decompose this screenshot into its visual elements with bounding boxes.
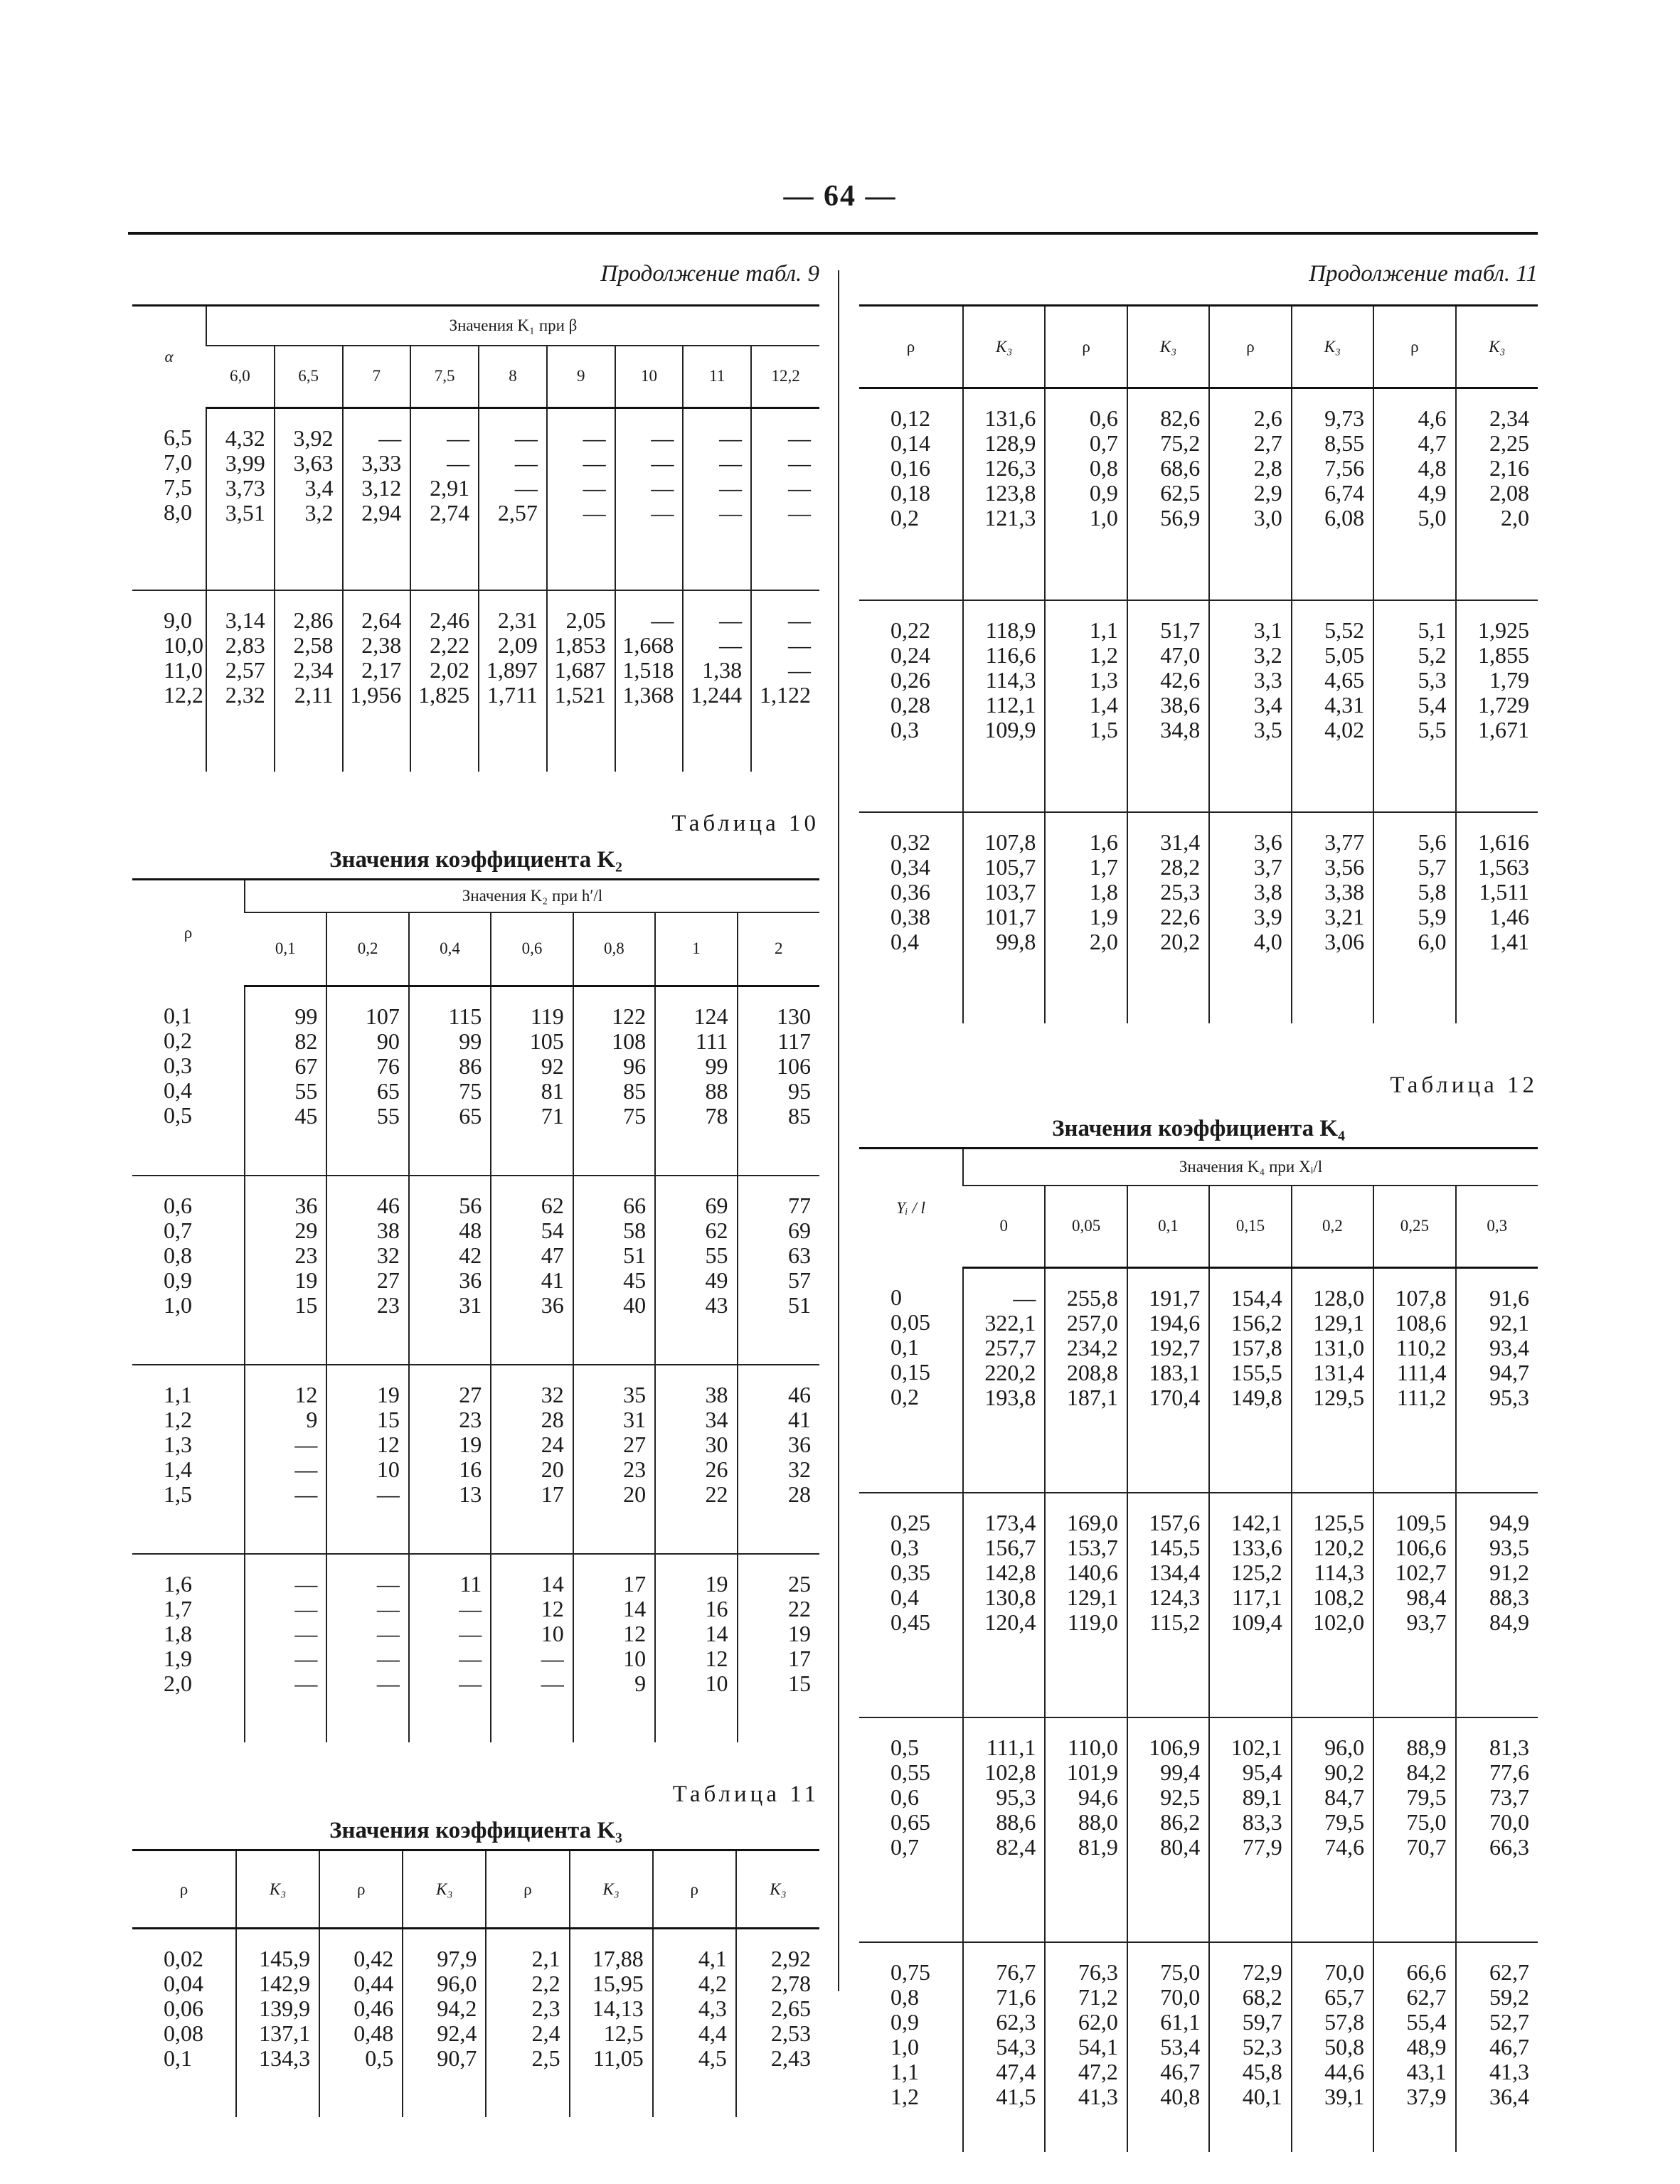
t11b-col-header: K₃ — [963, 306, 1045, 388]
t11b-body — [859, 388, 1538, 1024]
value-cell: 62,7 59,2 52,7 46,7 41,3 36,4 — [1456, 1942, 1538, 2152]
value-cell: 94,9 93,5 91,2 88,3 84,9 — [1456, 1493, 1538, 1717]
t10-body — [132, 986, 819, 1743]
value-cell: 2,92 2,78 2,65 2,53 2,43 — [736, 1929, 819, 2118]
row-label-cell: 0,1 0,2 0,3 0,4 0,5 — [132, 986, 245, 1176]
value-cell: 66,6 62,7 55,4 48,9 43,1 37,9 — [1373, 1942, 1455, 2152]
table-11-continued — [859, 304, 1538, 1023]
t12-title: Значения коэффициента K₄ — [1052, 1116, 1345, 1141]
value-cell: 1,6 1,7 1,8 1,9 2,0 — [1045, 812, 1127, 1023]
row-group — [859, 1942, 1538, 2152]
value-cell: 11 — — — — — [409, 1554, 491, 1742]
value-cell: 31,4 28,2 25,3 22,6 20,2 — [1127, 812, 1209, 1023]
top-rule — [128, 232, 1538, 235]
row-group — [859, 1268, 1538, 1493]
value-cell: 118,9 116,6 114,3 112,1 109,9 — [963, 600, 1045, 812]
row-group — [132, 408, 819, 591]
row-label-cell: 1,6 1,7 1,8 1,9 2,0 — [164, 1571, 192, 1696]
value-cell: 128,0 129,1 131,0 131,4 129,5 — [1292, 1268, 1373, 1493]
value-cell: 173,4 156,7 142,8 130,8 120,4 — [963, 1493, 1045, 1717]
value-cell: 25 22 19 17 15 — [738, 1554, 819, 1742]
value-cell: 2,1 2,2 2,3 2,4 2,5 — [486, 1929, 569, 2118]
value-cell: 124 111 99 88 78 — [655, 986, 737, 1176]
row-group — [132, 590, 819, 772]
value-cell: 157,6 145,5 134,4 124,3 115,2 — [1127, 1493, 1209, 1717]
value-cell: 82,6 75,2 68,6 62,5 56,9 — [1127, 388, 1209, 601]
value-cell: — — — 1,122 — [751, 590, 819, 772]
value-cell: 191,7 194,6 192,7 183,1 170,4 — [1127, 1268, 1209, 1493]
table-10 — [132, 878, 819, 1742]
value-cell: 69 62 55 49 43 — [655, 1176, 737, 1365]
value-cell: 2,6 2,7 2,8 2,9 3,0 — [1209, 388, 1291, 601]
row-group — [859, 812, 1538, 1023]
value-cell: 9,73 8,55 7,56 6,74 6,08 — [1292, 388, 1373, 601]
value-cell: — — 1,38 1,244 — [683, 590, 751, 772]
value-cell: 2,64 2,38 2,17 1,956 — [343, 590, 411, 772]
t10-col-header: 0,8 — [573, 912, 655, 986]
t12-col-header: 0,1 — [1127, 1186, 1209, 1268]
value-cell: 3,92 3,63 3,4 3,2 — [275, 408, 343, 591]
value-cell: 19 16 14 12 10 — [655, 1554, 737, 1742]
t9-col-header: 6,0 — [206, 346, 275, 408]
value-cell: 107,8 108,6 110,2 111,4 111,2 — [1373, 1268, 1455, 1493]
value-cell: 70,0 65,7 57,8 50,8 44,6 39,1 — [1292, 1942, 1373, 2152]
row-label-cell: 0 0,05 0,1 0,15 0,2 — [859, 1268, 963, 1493]
value-cell: 97,9 96,0 94,2 92,4 90,7 — [403, 1929, 486, 2118]
t11-col-header: K₃ — [570, 1850, 653, 1929]
value-cell: 169,0 153,7 140,6 129,1 119,0 — [1045, 1493, 1127, 1717]
value-cell: 1,616 1,563 1,511 1,46 1,41 — [1456, 812, 1538, 1023]
t10-col-header: 0,1 — [245, 912, 326, 986]
t12-body — [859, 1268, 1538, 2153]
value-cell: 17,88 15,95 14,13 12,5 11,05 — [570, 1929, 653, 2118]
value-cell: 154,4 156,2 157,8 155,5 149,8 — [1209, 1268, 1291, 1493]
t9-col-header: 12,2 — [751, 346, 819, 408]
value-cell: 4,1 4,2 4,3 4,4 4,5 — [653, 1929, 736, 2118]
value-cell: 66 58 51 45 40 — [573, 1176, 655, 1365]
value-cell: 107 90 76 65 55 — [326, 986, 408, 1176]
t11-title: Значения коэффициента K₃ — [329, 1818, 622, 1843]
value-cell: 81,3 77,6 73,7 70,0 66,3 — [1456, 1717, 1538, 1942]
t9-caption: Продолжение табл. 9 — [600, 261, 819, 287]
value-cell: 125,5 120,2 114,3 108,2 102,0 — [1292, 1493, 1373, 1717]
value-cell: 32 28 24 20 17 — [491, 1365, 573, 1554]
value-cell: 0,42 0,44 0,46 0,48 0,5 — [319, 1929, 403, 2118]
t12-col-header: 0,25 — [1373, 1186, 1455, 1268]
row-label-cell: 0,75 0,8 0,9 1,0 1,1 1,2 — [890, 1959, 930, 2109]
value-cell: 88,9 84,2 79,5 75,0 70,7 — [1373, 1717, 1455, 1942]
row-label-cell: 0,12 0,14 0,16 0,18 0,2 — [859, 388, 963, 601]
t11b-col-header: ρ — [859, 306, 963, 388]
t10-group-header: Значения K₂ при h′/l — [245, 880, 819, 912]
value-cell: 96,0 90,2 84,7 79,5 74,6 — [1292, 1717, 1373, 1942]
t11-col-header: ρ — [653, 1850, 736, 1929]
t11-number: Таблица 11 — [672, 1781, 819, 1807]
t12-col-header: 0,05 — [1045, 1186, 1127, 1268]
row-group — [132, 986, 819, 1176]
value-cell: 102,1 95,4 89,1 83,3 77,9 — [1209, 1717, 1291, 1942]
row-label-cell: 1,1 1,2 1,3 1,4 1,5 — [132, 1365, 245, 1554]
t9-group-header: Значения K₁ при β — [206, 306, 819, 346]
t10-col-header: 0,4 — [409, 912, 491, 986]
value-cell: 2,05 1,853 1,687 1,521 — [547, 590, 615, 772]
value-cell: 0,6 0,7 0,8 0,9 1,0 — [1045, 388, 1127, 601]
table-11 — [132, 1849, 819, 2117]
t11b-col-header: ρ — [1045, 306, 1127, 388]
left-column — [132, 256, 819, 2117]
value-cell: — — 2,91 2,74 — [410, 408, 479, 591]
page-number: — 64 — — [783, 180, 897, 213]
value-cell: 17 14 12 10 9 — [573, 1554, 655, 1742]
t11-col-header: K₃ — [236, 1850, 319, 1929]
t9-col-header: 10 — [615, 346, 684, 408]
t12-col-header: 0,2 — [1292, 1186, 1373, 1268]
value-cell: 142,1 133,6 125,2 117,1 109,4 — [1209, 1493, 1291, 1717]
value-cell: 3,77 3,56 3,38 3,21 3,06 — [1292, 812, 1373, 1023]
value-cell: 91,6 92,1 93,4 94,7 95,3 — [1456, 1268, 1538, 1493]
value-cell: 51,7 47,0 42,6 38,6 34,8 — [1127, 600, 1209, 812]
value-cell: 1,925 1,855 1,79 1,729 1,671 — [1456, 600, 1538, 812]
value-cell: 76,3 71,2 62,0 54,1 47,2 41,3 — [1045, 1942, 1127, 2152]
value-cell: 35 31 27 23 20 — [573, 1365, 655, 1554]
value-cell: — — — — — — [326, 1554, 408, 1742]
t10-col-header: 0,6 — [491, 912, 573, 986]
t12-col-header: 0,15 — [1209, 1186, 1291, 1268]
value-cell: 5,52 5,05 4,65 4,31 4,02 — [1292, 600, 1373, 812]
t12-group-header: Значения K₄ при Xᵢ/l — [963, 1149, 1538, 1186]
t11b-col-header: K₃ — [1127, 306, 1209, 388]
right-column — [859, 256, 1538, 2152]
row-label-cell: 0,32 0,34 0,36 0,38 0,4 — [890, 829, 930, 954]
t9-col-header: 6,5 — [275, 346, 343, 408]
value-cell: 46 41 36 32 28 — [738, 1365, 819, 1554]
table-9 — [132, 304, 819, 772]
value-cell: 62 54 47 41 36 — [491, 1176, 573, 1365]
value-cell: 14 12 10 — — — [491, 1554, 573, 1742]
value-cell: 2,86 2,58 2,34 2,11 — [275, 590, 343, 772]
row-group — [132, 1176, 819, 1365]
value-cell: 3,14 2,83 2,57 2,32 — [206, 590, 275, 772]
value-cell: — — — — — [683, 408, 751, 591]
t9-col-header: 7 — [343, 346, 411, 408]
value-cell: 77 69 63 57 51 — [738, 1176, 819, 1365]
t12-row-header: Yᵢ / l — [859, 1149, 963, 1268]
t11-col-header: ρ — [486, 1850, 569, 1929]
row-group — [132, 1554, 819, 1742]
t10-col-header: 0,2 — [326, 912, 408, 986]
value-cell: 115 99 86 75 65 — [409, 986, 491, 1176]
value-cell: — — — — — [547, 408, 615, 591]
t11b-col-header: ρ — [1373, 306, 1455, 388]
t11-continuation-caption: Продолжение табл. 11 — [1309, 261, 1538, 287]
t11-col-header: K₃ — [403, 1850, 486, 1929]
value-cell: 255,8 257,0 234,2 208,8 187,1 — [1045, 1268, 1127, 1493]
t9-body — [132, 408, 819, 772]
value-cell: 46 38 32 27 23 — [326, 1176, 408, 1365]
value-cell: 122 108 96 85 75 — [573, 986, 655, 1176]
value-cell: 72,9 68,2 59,7 52,3 45,8 40,1 — [1209, 1942, 1291, 2152]
row-label-cell: 0,02 0,04 0,06 0,08 0,1 — [164, 1946, 203, 2071]
value-cell: 2,46 2,22 2,02 1,825 — [410, 590, 479, 772]
row-label-cell: 0,22 0,24 0,26 0,28 0,3 — [859, 600, 963, 812]
row-group — [132, 1929, 819, 2118]
value-cell: 111,1 102,8 95,3 88,6 82,4 — [963, 1717, 1045, 1942]
value-cell: 2,31 2,09 1,897 1,711 — [479, 590, 547, 772]
value-cell: 5,6 5,7 5,8 5,9 6,0 — [1373, 812, 1455, 1023]
row-group — [132, 1365, 819, 1554]
t9-col-header: 11 — [683, 346, 751, 408]
value-cell: 1,1 1,2 1,3 1,4 1,5 — [1045, 600, 1127, 812]
t12-col-header: 0,3 — [1456, 1186, 1538, 1268]
row-label-cell: 0,6 0,7 0,8 0,9 1,0 — [132, 1176, 245, 1365]
value-cell: 99 82 67 55 45 — [245, 986, 326, 1176]
t11-body — [132, 1929, 819, 2118]
t9-row-header: α — [132, 306, 206, 408]
value-cell: 107,8 105,7 103,7 101,7 99,8 — [963, 812, 1045, 1023]
t11b-col-header: ρ — [1209, 306, 1291, 388]
table-12 — [859, 1147, 1538, 2152]
t11-col-header: K₃ — [736, 1850, 819, 1929]
value-cell: 38 34 30 26 22 — [655, 1365, 737, 1554]
t9-col-header: 8 — [479, 346, 547, 408]
row-label-cell: 0,5 0,55 0,6 0,65 0,7 — [859, 1717, 963, 1942]
value-cell: 4,32 3,99 3,73 3,51 — [206, 408, 275, 591]
value-cell: — 322,1 257,7 220,2 193,8 — [963, 1268, 1045, 1493]
t10-col-header: 2 — [738, 912, 819, 986]
value-cell: — — — — — — [245, 1554, 326, 1742]
t10-number: Таблица 10 — [671, 811, 819, 836]
t11b-col-header: K₃ — [1456, 306, 1538, 388]
value-cell: 12 9 — — — — [245, 1365, 326, 1554]
value-cell: 56 48 42 36 31 — [409, 1176, 491, 1365]
row-label-cell: 6,5 7,0 7,5 8,0 — [132, 408, 206, 591]
row-group — [859, 1717, 1538, 1942]
value-cell: 2,34 2,25 2,16 2,08 2,0 — [1456, 388, 1538, 601]
value-cell: 36 29 23 19 15 — [245, 1176, 326, 1365]
t11-col-header: ρ — [319, 1850, 403, 1929]
value-cell: 3,1 3,2 3,3 3,4 3,5 — [1209, 600, 1291, 812]
value-cell: — — — 2,57 — [479, 408, 547, 591]
t9-col-header: 9 — [547, 346, 615, 408]
value-cell: 130 117 106 95 85 — [738, 986, 819, 1176]
t11-col-header: ρ — [132, 1850, 236, 1929]
value-cell: — 1,668 1,518 1,368 — [615, 590, 684, 772]
value-cell: 109,5 106,6 102,7 98,4 93,7 — [1373, 1493, 1455, 1717]
value-cell: 4,6 4,7 4,8 4,9 5,0 — [1373, 388, 1455, 601]
value-cell: 27 23 19 16 13 — [409, 1365, 491, 1554]
t12-col-header: 0 — [963, 1186, 1045, 1268]
value-cell: 110,0 101,9 94,6 88,0 81,9 — [1045, 1717, 1127, 1942]
value-cell: 3,6 3,7 3,8 3,9 4,0 — [1209, 812, 1291, 1023]
t10-title: Значения коэффициента K₂ — [329, 847, 622, 873]
t12-number: Таблица 12 — [1390, 1072, 1538, 1098]
row-label-cell: 0,25 0,3 0,35 0,4 0,45 — [859, 1493, 963, 1717]
value-cell: — — — — — [751, 408, 819, 591]
value-cell: 119 105 92 81 71 — [491, 986, 573, 1176]
row-label-cell: 9,0 10,0 11,0 12,2 — [164, 607, 203, 708]
row-group — [859, 600, 1538, 812]
value-cell: 76,7 71,6 62,3 54,3 47,4 41,5 — [963, 1942, 1045, 2152]
value-cell: 131,6 128,9 126,3 123,8 121,3 — [963, 388, 1045, 601]
t10-row-header: ρ — [132, 880, 245, 986]
value-cell: 106,9 99,4 92,5 86,2 80,4 — [1127, 1717, 1209, 1942]
t11b-col-header: K₃ — [1292, 306, 1373, 388]
value-cell: — 3,33 3,12 2,94 — [343, 408, 411, 591]
value-cell: 5,1 5,2 5,3 5,4 5,5 — [1373, 600, 1455, 812]
column-separator — [838, 270, 839, 1991]
value-cell: 19 15 12 10 — — [326, 1365, 408, 1554]
t9-col-header: 7,5 — [410, 346, 479, 408]
value-cell: 145,9 142,9 139,9 137,1 134,3 — [236, 1929, 319, 2118]
value-cell: 75,0 70,0 61,1 53,4 46,7 40,8 — [1127, 1942, 1209, 2152]
row-group — [859, 388, 1538, 601]
value-cell: — — — — — [615, 408, 684, 591]
row-group — [859, 1493, 1538, 1717]
t10-col-header: 1 — [655, 912, 737, 986]
